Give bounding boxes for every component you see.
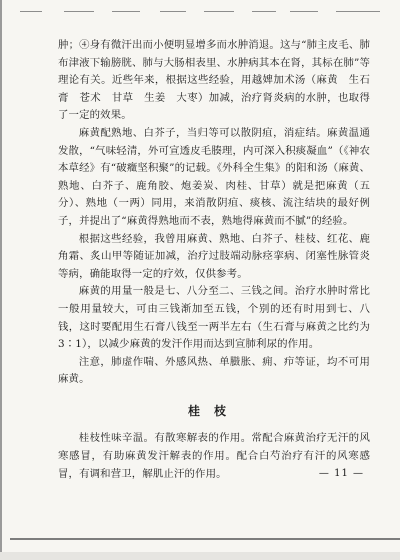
page-number: — 11 — <box>318 468 364 479</box>
paragraph: 桂枝性味辛温。有散寒解表的作用。常配合麻黄治疗无汗的风寒感冒，有助麻黄发汗解表的作用。配合白芍治疗有汗的风寒感冒，有调和营卫，解肌止汗的作用。 <box>58 432 370 480</box>
page-bottom-margin <box>0 552 400 560</box>
paragraph: 麻黄配熟地、白芥子，当归等可以散阴疽，消症结。麻黄温通发散，“气味轻清，外可宣透皮毛腠理，内可深入积痰凝血”（《神农本草经》有“破癥坚积聚”的记载。《外科全生集》的阳和汤（麻黄、熟地、白芥子、鹿角胶、炮姜炭、肉桂、甘草）就是把麻黄（五分）、熟地（一两）同用，来消散阴疽、痰核、流注结块的最好例子，并提出了“麻黄得熟地而不表，熟地得麻黄而不腻”的经验。 <box>58 126 370 227</box>
paragraph: 肿；④身有微汗出而小便明显增多而水肿消退。这与“肺主皮毛、肺布津液下输膀胱、肺与大肠相表里、水肿病其本在肾，其标在肺”等理论有关。近些年来，根据这些经验，用越婢加术汤（麻黄 生石膏 苍术 甘草 生姜 大枣）加减，治疗肾炎病的水肿，也取得了一定的效果。 <box>58 39 370 122</box>
paragraph: 根据这些经验，我曾用麻黄、熟地、白芥子、桂枝、红花、鹿角霜、炙山甲等随证加减，治疗过肢端动脉痉挛病、闭塞性脉管炎等病，确能取得一定的疗效，仅供参考。 <box>58 232 370 280</box>
section-heading: 桂枝 <box>187 403 240 418</box>
paragraph: 麻黄的用量一般是七、八分至二、三钱之间。治疗水肿时常比一般用量较大，可由三钱渐加至五钱，个别的还有时用到七、八钱，这时要配用生石膏八钱至一两半左右（生石膏与麻黄之比约为3∶1），以减少麻黄的发汗作用而达到宣肺利尿的作用。 <box>58 285 370 351</box>
header-rule <box>20 8 380 18</box>
paragraph: 注意，肺虚作喘、外感风热、单臌胀、痈、疖等证，均不可用麻黄。 <box>58 355 370 386</box>
page-left-edge <box>0 0 2 560</box>
body-text <box>58 37 370 483</box>
page-bottom-edge <box>10 538 400 540</box>
